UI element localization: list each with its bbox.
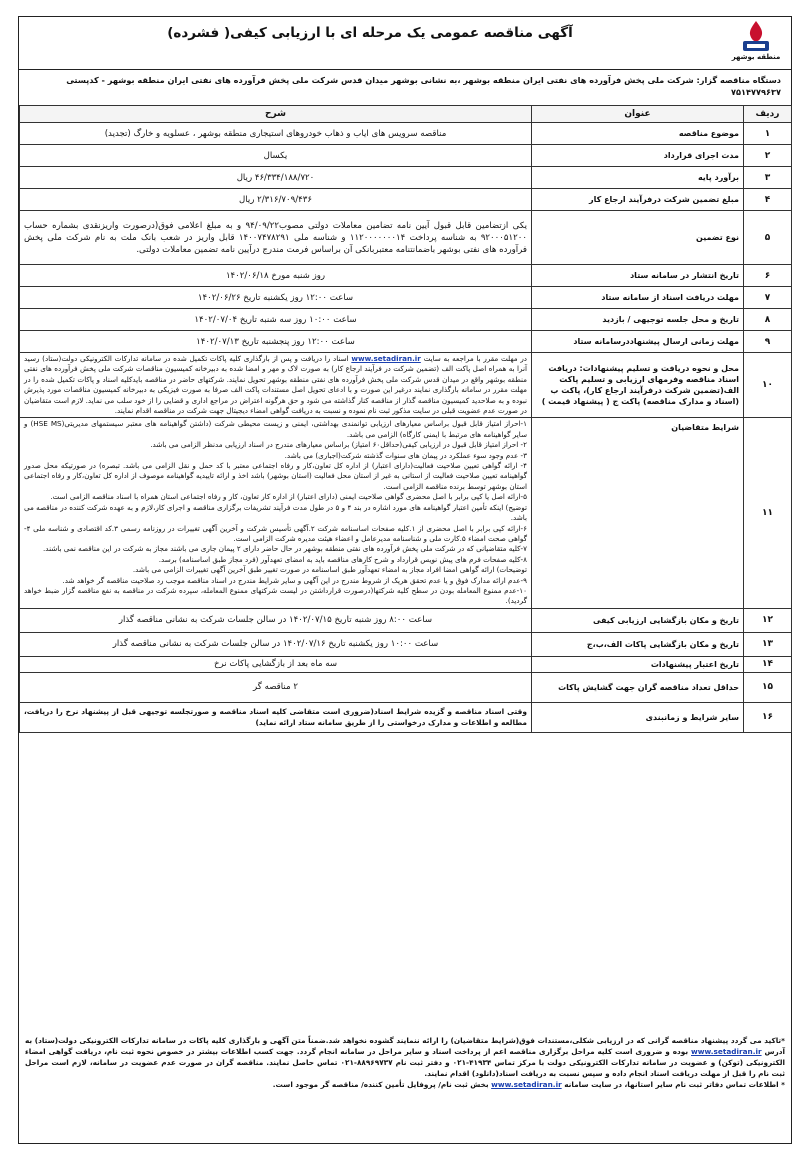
condition-item: توضیح) اینکه تأمین اعتبار گواهینامه های مورد اشاره در بند ۴ و ۵ در طول مدت فرآیند تشریفات برگزاری مناقصه و اجرای کار،لازم و به عهده شرکت کننده در مناقصه می باشد.	[24, 502, 527, 523]
footer-note-2-pre: * اطلاعات تماس دفاتر ثبت نام سایر استانها، در سایت سامانه	[564, 1080, 785, 1089]
row-desc: ساعت ۱۰:۰۰ روز یکشنبه تاریخ ۱۴۰۲/۰۷/۱۶ در سالن جلسات شرکت به نشانی مناقصه گذار	[20, 632, 532, 656]
footer-notes	[25, 1035, 785, 1090]
setadiran-link[interactable]: www.setadiran.ir	[491, 1080, 562, 1089]
setadiran-link[interactable]: www.setadiran.ir	[351, 354, 421, 363]
condition-item: ۱-احراز امتیاز قابل قبول براساس معیارهای ارزیابی توانمندی بهداشتی، ایمنی و زیست محیطی شرکت (داشتن گواهینامه های معتبر سیستمهای مدیریتی(HSE MS) و سایر گواهینامه های مرتبط با ایمنی کارگاه) الزامی می باشد.	[24, 419, 527, 439]
row-desc: سه ماه بعد از بازگشایی پاکات نرخ	[20, 656, 532, 672]
condition-item: ۲- احراز امتیاز قابل قبول در ارزیابی کیفی(حداقل۶۰ امتیاز) براساس معیارهای مندرج در اسناد ارزیابی مدنظر الزامی می باشد.	[150, 440, 527, 450]
row-subject: مهلت زمانی ارسال پیشنهاددرسامانه ستاد	[532, 331, 744, 353]
row-subject: موضوع مناقصه	[532, 123, 744, 145]
row-subject: محل و نحوه دریافت و تسلیم پیشنهادات: دریافت اسناد مناقصه وفرمهای ارزیابی و تسلیم پاکت الف(تضمین شرکت درفرآیند ارجاع کار)، پاکت ب (اسناد و مدارک مناقصه) پاکت ج ( پیشنهاد قیمت )	[532, 353, 744, 418]
row-subject: تاریخ انتشار در سامانه ستاد	[532, 265, 744, 287]
row-subject: شرایط متقاضیان	[532, 418, 744, 608]
table-row	[20, 331, 792, 353]
table-row	[20, 418, 792, 608]
table-row	[20, 353, 792, 418]
table-row	[20, 656, 792, 672]
table-row	[20, 123, 792, 145]
condition-item: ۹-عدم ارائه مدارک فوق و یا عدم تحقق هریک از شروط مندرج در این آگهی و سایر شرایط مندرج در اسناد مناقصه موجب رد صلاحیت مناقصه گر خواهد شد.	[62, 575, 527, 585]
footer-note-2-post: بخش ثبت نام/ پروفایل تأمین کننده/ مناقصه گر موجود است.	[272, 1080, 489, 1089]
row-number: ۱۲	[744, 608, 792, 632]
table-header-row	[20, 106, 792, 123]
footer-note-2	[25, 1079, 785, 1090]
condition-item: ۶-ارائه کپی برابر با اصل محضری از ۱.کلیه صفحات اساسنامه شرکت ۲.آگهی تأسیس شرکت و آخرین آگهی تغییرات در روزنامه رسمی ۳.کد اقتصادی و شناسه ملی ۴-گواهی صحت امضاء ۵.کارت ملی و شناسنامه مدیرعامل و اعضاء هیئت مدیره شرکت الزامی است.	[24, 523, 528, 543]
condition-item: ۷-کلیه متقاضیانی که در شرکت ملی پخش فرآورده های نفتی منطقه بوشهر در حال حاضر دارای ۲ پیمان جاری می باشند مجاز به شرکت در این مناقصه نمی باشند.	[43, 544, 527, 554]
row-number: ۷	[744, 287, 792, 309]
row-number: ۱	[744, 123, 792, 145]
logo-region-label: منطقه بوشهر	[731, 53, 781, 61]
row-desc-conditions	[20, 418, 532, 608]
row-desc: مناقصه سرویس های ایاب و ذهاب خودروهای استیجاری منطقه بوشهر ، عسلویه و خارگ (تجدید)	[20, 123, 532, 145]
page-title: آگهی مناقصه عمومی یک مرحله ای با ارزیابی کیفی( فشرده)	[167, 25, 573, 41]
row-desc: ۴۶/۳۳۴/۱۸۸/۷۲۰ ریال	[20, 167, 532, 189]
condition-item: ۱۰-عدم ممنوع المعامله بودن در سطح کلیه شرکتها(درصورت قرارداشتن در لیست شرکتهای ممنوع المعامله، سپرده شرکت در مناقصه به نفع مناقصه گزار ضبط خواهد گردید).	[24, 585, 527, 606]
table-row	[20, 672, 792, 702]
condition-item: ۸-کلیه صفحات فرم های پیش نویس قرارداد و شرح کارهای مناقصه باید به امضای تعهدآور (فرد مجاز طبق اساسنامه) برسد.	[158, 554, 527, 564]
table-row	[20, 167, 792, 189]
row-desc: وقتی اسناد مناقصه و گزیده شرایط اسناد(ضروری است متقاضی کلیه اسناد مناقصه و صورتجلسه توجیهی قبل از پیشنهاد نرخ را دریافت، مطالعه و اطلاعات و مدارک درخواستی را از طریق سامانه ستاد ارائه نماید)	[20, 702, 532, 732]
row-subject: تاریخ و محل جلسه توجیهی / بازدید	[532, 309, 744, 331]
condition-item: توضیحات) ارائه گواهی امضا افراد مجاز به امضاء تعهدآور طبق اساسنامه در صورت تغییر طبق آخرین آگهی تغییرات الزامی می باشد.	[132, 565, 527, 575]
row-number: ۳	[744, 167, 792, 189]
row-number: ۸	[744, 309, 792, 331]
row-number: ۴	[744, 189, 792, 211]
row-number: ۱۳	[744, 632, 792, 656]
condition-item: ۴- ارائه گواهی تعیین صلاحیت فعالیت(دارای اعتبار) از اداره کل تعاون،کار و رفاه اجتماعی معتبر با کد حمل و نقل الزامی می باشد. تبصره) در صورتیکه محل صدور گواهینامه تعیین صلاحیت فعالیت از استانی به غیر از استان محل فعالیت (استان بوشهر) باشد اخذ و ارائه تاییدیه گواهینامه موصوف از اداره کل تعاون،کار و رفاه اجتماعی استان بوشهر توسط برنده مناقصه الزامی است.	[24, 461, 527, 491]
row-subject: سایر شرایط و زمانبندی	[532, 702, 744, 732]
row10-text-post: اسناد را دریافت و پس از بارگذاری کلیه پاکات تکمیل شده در سامانه تدارکات الکترونیکی دولت(ستاد) رسید آنرا به همراه اصل پاکت الف (تضمین شرکت در فرآیند ارجاع کار) به صورت لاک و مهر و امضا شده به دبیرخانه کمیسیون مناقصات شرکت ملی پخش فرآورده های نفتی منطقه بوشهر واقع در میدان قدس شرکت ملی پخش فرآورده های نفتی منطقه بوشهر تحویل نمایند. شرکتهای حاضر در مناقصه بایدکلیه اسناد و پاکات تکمیل شده را در مهلت مقرر در سامانه بارگذاری نمایند درغیر این صورت و با ادعای تحویل اصل مستندات پاکت الف صرفا به صورت فیزیکی به دبیرخانه کمیسیون مناقصات مورد پذیرش نبوده و به صلاحدید کمیسیون مناقصه گذار از مناقصه کنار گذاشته می شود و حق هرگونه اعتراض در مراجع اداری و قضایی را از خود سلب می نماید. لازم است متقاضیان در صورت عدم عضویت قبلی در سایت مذکور ثبت نام نموده و نسبت به دریافت گواهی امضاء دیجیتال جهت شرکت در مناقصه اقدام نمایند.	[24, 354, 527, 416]
row-number: ۶	[744, 265, 792, 287]
row-desc: ساعت ۱۰:۰۰ روز سه شنبه تاریخ ۱۴۰۲/۰۷/۰۴	[20, 309, 532, 331]
table-row	[20, 608, 792, 632]
footer-note-1-post: بوده و ضروری است کلیه مراحل برگزاری مناقصه اعم از پرداخت اسناد و سایر مراحل در سامانه انجام گردد. جهت کسب اطلاعات بیشتر در خصوص نحوه ثبت نام، دریافت گواهی امضاء الکترونیکی (توکن) و عضویت در سامانه تدارکات الکترونیکی دولت با مرکز تماس ۴۱۹۳۴-۰۲۱ و دفتر ثبت نام ۸۸۹۶۹۷۳۷-۰۲۱ تماس حاصل نمایند. مناقصه گران در صورت عدم عضویت در سامانه، لازم است مراحل ثبت نام را قبل از مهلت دریافت اسناد انجام داده و سپس نسبت به دریافت اسناد(دانلود) اقدام نمایند.	[25, 1047, 785, 1078]
row-desc: ساعت ۸:۰۰ روز شنبه تاریخ ۱۴۰۲/۰۷/۱۵ در سالن جلسات شرکت به نشانی مناقصه گذار	[20, 608, 532, 632]
column-header-row: ردیف	[744, 106, 792, 123]
table-row	[20, 632, 792, 656]
row-number: ۱۶	[744, 702, 792, 732]
row-subject: نوع تضمین	[532, 211, 744, 265]
row-desc: یکی ازتضامین قابل قبول آیین نامه تضامین معاملات دولتی مصوب۹۴/۰۹/۲۲ و به مبلغ اعلامی فوق(درصورت واریزنقدی بشماره حساب ۹۲۰۰۰۵۱۲۰۰ به شناسه پرداخت ۱۱۲۰۰۰۰۰۰۰۱۴ و شناسه ملی ۱۴۰۰۷۴۷۸۲۹۱ قابل واریز در شعب بانک ملت به نام شرکت ملی پخش فرآورده های نفتی بوشهر باضمانتنامه معتبربانکی آن براساس فرمت مندرج درآیین نامه تضمین معاملات دولتی.	[20, 211, 532, 265]
table-row	[20, 145, 792, 167]
row-desc: ۲ مناقصه گر	[20, 672, 532, 702]
table-row	[20, 265, 792, 287]
tender-table	[19, 105, 792, 733]
table-row	[20, 309, 792, 331]
column-header-desc: شرح	[20, 106, 532, 123]
row-number: ۲	[744, 145, 792, 167]
row-subject: تاریخ و مکان بازگشایی ارزیابی کیفی	[532, 608, 744, 632]
condition-item: ۵-ارائه اصل یا کپی برابر با اصل محضری گواهی صلاحیت ایمنی (دارای اعتبار) از اداره کار تعاون، کار و رفاه اجتماعی استان همراه با اسناد مناقصه الزامی است.	[50, 492, 527, 502]
row-number: ۱۵	[744, 672, 792, 702]
row-subject: حداقل تعداد مناقصه گران جهت گشایش پاکات	[532, 672, 744, 702]
row-desc	[20, 353, 532, 418]
row10-text-pre: در مهلت مقرر با مراجعه به سایت	[423, 354, 528, 363]
row-subject: مدت اجرای قرارداد	[532, 145, 744, 167]
tender-notice	[18, 16, 792, 1144]
row-desc: یکسال	[20, 145, 532, 167]
condition-item: ۳- عدم وجود سوء عملکرد در پیمان های سنوات گذشته شرکت(اجباری) می باشد.	[284, 450, 527, 460]
company-logo	[727, 19, 785, 65]
row-number: ۱۴	[744, 656, 792, 672]
row-subject: تاریخ و مکان بازگشایی پاکات الف،ب،ج	[532, 632, 744, 656]
row-number: ۱۰	[744, 353, 792, 418]
table-row	[20, 189, 792, 211]
table-row	[20, 287, 792, 309]
company-logo-icon	[736, 19, 776, 53]
header	[19, 17, 791, 70]
row-desc: ساعت ۱۲:۰۰ روز یکشنبه تاریخ ۱۴۰۲/۰۶/۲۶	[20, 287, 532, 309]
footer-note-1	[25, 1035, 785, 1079]
row-subject: مبلغ تضمین شرکت درفرآیند ارجاع کار	[532, 189, 744, 211]
table-row	[20, 702, 792, 732]
row-subject: مهلت دریافت اسناد از سامانه ستاد	[532, 287, 744, 309]
row-subject: برآورد پایه	[532, 167, 744, 189]
setadiran-link[interactable]: www.setadiran.ir	[691, 1047, 762, 1056]
row-number: ۹	[744, 331, 792, 353]
table-row	[20, 211, 792, 265]
row-desc: روز شنبه مورخ ۱۴۰۲/۰۶/۱۸	[20, 265, 532, 287]
footer-note-1-pre: *تاکید می گردد پیشنهاد مناقصه گرانی که در ارزیابی شکلی،مستندات فوق(شرایط متقاضیان) را ارائه ننمایند گشوده نخواهد شد.ضمناً متن آگهی و بارگذاری کلیه پاکات در سامانه تدارکات الکترونیکی دولت(ستاد) به آدرس	[25, 1036, 785, 1056]
row-number: ۵	[744, 211, 792, 265]
row-subject: تاریخ اعتبار پیشنهادات	[532, 656, 744, 672]
tender-organizer: دستگاه مناقصه گزار: شرکت ملی پخش فرآورده های نفتی ایران منطقه بوشهر ،به نشانی بوشهر میدان قدس شرکت ملی پخش فرآورده های نفتی ایران منطقه بوشهر - کدپستی ۷۵۱۴۷۷۹۶۳۷	[66, 75, 781, 97]
column-header-subject: عنوان	[532, 106, 744, 123]
row-number: ۱۱	[744, 418, 792, 608]
row-desc: ساعت ۱۲:۰۰ روز پنجشنبه تاریخ ۱۴۰۲/۰۷/۱۳	[20, 331, 532, 353]
row-desc: ۲/۳۱۶/۷۰۹/۴۳۶ ریال	[20, 189, 532, 211]
